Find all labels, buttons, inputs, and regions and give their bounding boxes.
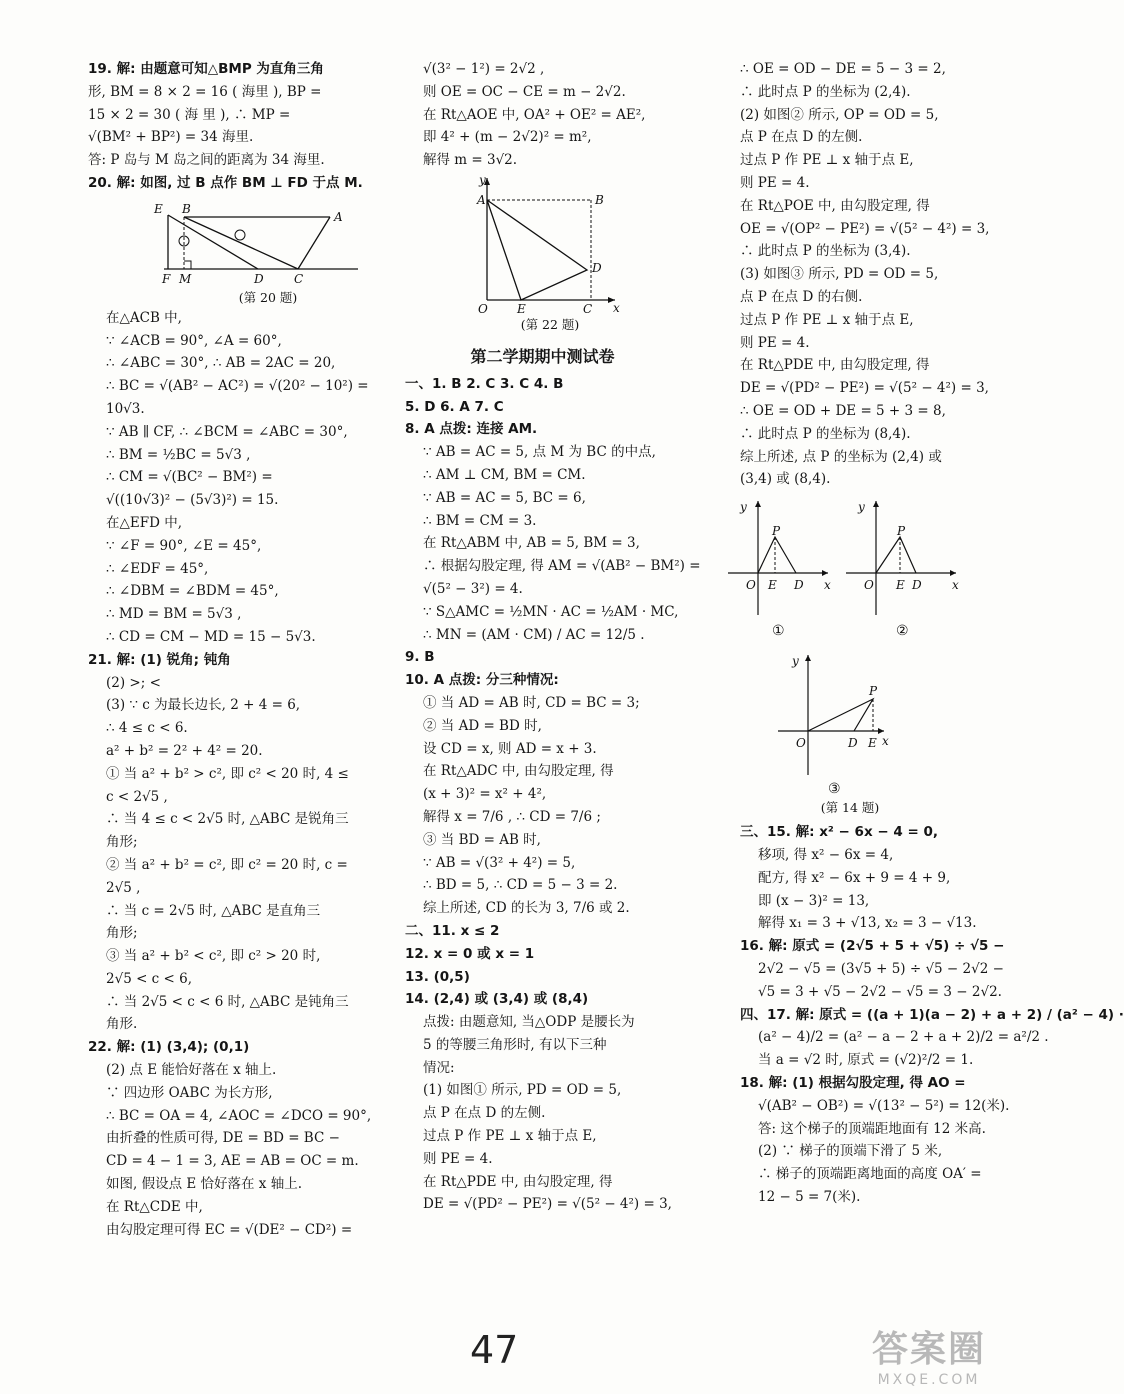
text-line: ③ 当 BD = AB 时, <box>423 831 541 848</box>
text-line: 由折叠的性质可得, DE = BD = BC − <box>106 1130 340 1147</box>
fig14-2-d: D <box>912 578 922 593</box>
text-line: ∴ ∠ABC = 30°, ∴ AB = 2AC = 20, <box>106 355 336 372</box>
text-line: ∴ ∠EDF = 45°, <box>106 560 209 577</box>
text-line: 20. 解: 如图, 过 B 点作 BM ⊥ FD 于点 M. <box>88 174 363 191</box>
text-line: 角形. <box>106 1016 138 1033</box>
text-line: CD = 4 − 1 = 3, AE = AB = OC = m. <box>106 1153 359 1170</box>
fig14-2-e: E <box>896 578 905 593</box>
text-line: ② 当 a² + b² = c², 即 c² = 20 时, c = <box>106 856 348 873</box>
answer-column-right <box>740 58 1124 1209</box>
text-line: 在 Rt△PDE 中, 由勾股定理, 得 <box>423 1173 613 1190</box>
figure-22-caption: (第 22 题) <box>520 316 580 332</box>
text-line: 18. 解: (1) 根据勾股定理, 得 AO = <box>740 1074 966 1091</box>
text-line: (3) ∵ c 为最长边长, 2 + 4 = 6, <box>106 697 301 714</box>
text-line: 点拨: 由题意知, 当△ODP 是腰长为 <box>423 1014 635 1031</box>
text-line: ∴ 4 ≤ c < 6. <box>106 720 188 737</box>
watermark-logo-text: 答案圈 <box>871 1329 986 1370</box>
text-line: 则 PE = 4. <box>740 174 810 191</box>
text-line: 点 P 在点 D 的左侧. <box>740 129 863 146</box>
text-line: ∴ 根据勾股定理, 得 AM = √(AB² − BM²) = <box>423 558 701 575</box>
fig22-label-4: O <box>478 301 488 316</box>
text-line: 在 Rt△CDE 中, <box>106 1198 203 1215</box>
text-line: 在△EFD 中, <box>106 514 183 531</box>
text-line: 解得 m = 3√2. <box>423 152 518 169</box>
text-line: 形, BM = 8 × 2 = 16 ( 海里 ), BP = <box>88 83 322 100</box>
text-line: (2) ∵ 梯子的顶端下滑了 5 米, <box>758 1143 943 1160</box>
text-line: 19. 解: 由题意可知△BMP 为直角三角 <box>88 61 324 77</box>
fig14-2-p: P <box>897 524 906 539</box>
text-line: ∴ BM = CM = 3. <box>423 512 537 529</box>
text-line: 综上所述, CD 的长为 3, 7/6 或 2. <box>423 900 630 917</box>
text-line: 如图, 假设点 E 恰好落在 x 轴上. <box>106 1176 303 1193</box>
text-line: ③ 当 a² + b² < c², 即 c² > 20 时, <box>106 948 321 965</box>
text-line: ∵ S△AMC = ½MN · AC = ½AM · MC, <box>423 603 679 620</box>
fig14-3-x: x <box>882 734 889 749</box>
text-line: 过点 P 作 PE ⊥ x 轴于点 E, <box>740 311 914 328</box>
figure-14-diagrams <box>728 495 968 815</box>
figure-20 <box>88 195 363 307</box>
text-line: 答: 这个梯子的顶端距地面有 12 米高. <box>758 1120 986 1137</box>
text-line: 5. D 6. A 7. C <box>405 398 504 415</box>
text-line: ∴ ∠DBM = ∠BDM = 45°, <box>106 583 279 600</box>
text-line: OE = √(OP² − PE²) = √(5² − 4²) = 3, <box>740 220 990 237</box>
fig22-label-6: C <box>583 301 593 316</box>
text-line: ∴ MN = (AM · CM) / AC = 12/5 . <box>423 626 645 643</box>
text-line: 即 (x − 3)² = 13, <box>758 892 870 909</box>
text-line: DE = √(PD² − PE²) = √(5² − 4²) = 3, <box>423 1196 672 1213</box>
text-line: 由勾股定理可得 EC = √(DE² − CD²) = <box>106 1221 353 1238</box>
figure-22 <box>405 172 680 340</box>
text-line: 角形; <box>106 925 138 942</box>
fig22-label-2: B <box>595 192 604 207</box>
text-line: 在 Rt△PDE 中, 由勾股定理, 得 <box>740 357 930 374</box>
text-line: 答: P 岛与 M 岛之间的距离为 34 海里. <box>88 152 325 169</box>
text-line: √(AB² − OB²) = √(13² − 5²) = 12(米). <box>758 1097 1010 1114</box>
text-line: ∴ 梯子的顶端距离地面的高度 OA′ = <box>758 1166 982 1183</box>
fig14-3-o: O <box>796 736 806 751</box>
text-line: 过点 P 作 PE ⊥ x 轴于点 E, <box>740 152 914 169</box>
fig20-label-1: B <box>182 201 191 216</box>
fig14-marker-3: ③ <box>828 781 841 798</box>
text-line: ∴ OE = OD − DE = 5 − 3 = 2, <box>740 61 946 77</box>
text-line: 则 OE = OC − CE = m − 2√2. <box>423 83 626 100</box>
text-line: (2) >; < <box>106 674 161 691</box>
text-line: ① 当 AD = AB 时, CD = BC = 3; <box>423 694 640 711</box>
text-line: (2) 点 E 能恰好落在 x 轴上. <box>106 1062 277 1079</box>
text-line: √(3² − 1²) = 2√2 , <box>423 61 545 77</box>
text-line: (x + 3)² = x² + 4², <box>423 786 547 803</box>
text-line: DE = √(PD² − PE²) = √(5² − 4²) = 3, <box>740 380 989 397</box>
text-line: 13. (0,5) <box>405 968 470 985</box>
text-line: 过点 P 作 PE ⊥ x 轴于点 E, <box>423 1128 597 1145</box>
text-line: 角形; <box>106 834 138 851</box>
figure-20-caption: (第 20 题) <box>238 289 298 305</box>
text-line: ① 当 a² + b² > c², 即 c² < 20 时, 4 ≤ <box>106 765 349 782</box>
fig22-label-3: D <box>592 260 602 275</box>
text-line: (1) 如图① 所示, PD = OD = 5, <box>423 1082 622 1099</box>
text-line: (3,4) 或 (8,4). <box>740 471 831 488</box>
fig14-3-p: P <box>869 684 878 699</box>
fig14-1-d: D <box>794 578 804 593</box>
text-line: 10√3. <box>106 400 145 417</box>
fig20-label-3: F <box>162 271 171 286</box>
text-line: 14. (2,4) 或 (3,4) 或 (8,4) <box>405 991 589 1008</box>
text-line: 21. 解: (1) 锐角; 钝角 <box>88 651 231 668</box>
text-line: 即 4² + (m − 2√2)² = m², <box>423 129 592 146</box>
text-line: ∵ 四边形 OABC 为长方形, <box>106 1084 273 1101</box>
text-line: 5 的等腰三角形时, 有以下三种 <box>423 1036 607 1053</box>
text-line: ② 当 AD = BD 时, <box>423 717 542 734</box>
text-line: 16. 解: 原式 = (2√5 + 5 + √5) ÷ √5 − <box>740 938 1005 955</box>
fig14-3-d: D <box>848 736 858 751</box>
fig14-2-y: y <box>858 500 865 515</box>
text-line: 8. A 点拨: 连接 AM. <box>405 421 538 438</box>
text-line: 二、11. x ≤ 2 <box>405 922 500 939</box>
fig14-3-e: E <box>868 736 877 751</box>
section-title: 第二学期期中测试卷 <box>470 346 615 366</box>
text-line: 当 a = √2 时, 原式 = (√2)²/2 = 1. <box>758 1052 974 1069</box>
fig20-label-6: C <box>294 271 304 286</box>
fig22-label-7: x <box>613 300 620 315</box>
text-line: 四、17. 解: 原式 = ((a + 1)(a − 2) + a + 2) / (a² − 4) · <box>740 1006 1124 1023</box>
text-line: 在 Rt△POE 中, 由勾股定理, 得 <box>740 197 930 214</box>
text-line: 在 Rt△ADC 中, 由勾股定理, 得 <box>423 763 614 780</box>
text-line: 情况: <box>423 1059 455 1076</box>
text-line: ∴ 此时点 P 的坐标为 (8,4). <box>740 425 911 442</box>
fig14-1-x: x <box>824 578 831 593</box>
text-line: ∵ ∠F = 90°, ∠E = 45°, <box>106 537 262 554</box>
text-line: 移项, 得 x² − 6x = 4, <box>758 846 894 863</box>
text-line: 解得 x₁ = 3 + √13, x₂ = 3 − √13. <box>758 915 977 932</box>
text-line: ∴ MD = BM = 5√3 , <box>106 606 242 623</box>
text-line: (a² − 4)/2 = (a² − a − 2 + a + 2)/2 = a²/2 . <box>758 1029 1049 1046</box>
fig20-label-5: D <box>254 271 264 286</box>
fig22-label-5: E <box>517 301 526 316</box>
text-line: √((10√3)² − (5√3)²) = 15. <box>106 492 279 509</box>
text-line: ∴ 当 2√5 < c < 6 时, △ABC 是钝角三 <box>106 993 349 1010</box>
fig20-label-4: M <box>179 271 192 286</box>
text-line: 点 P 在点 D 的左侧. <box>423 1105 546 1122</box>
text-line: ∵ AB = AC = 5, 点 M 为 BC 的中点, <box>423 444 656 461</box>
text-line: 在 Rt△AOE 中, OA² + OE² = AE², <box>423 106 646 123</box>
text-line: ∴ AM ⊥ CM, BM = CM. <box>423 466 586 483</box>
text-line: 12 − 5 = 7(米). <box>758 1188 861 1205</box>
text-line: ∴ BC = √(AB² − AC²) = √(20² − 10²) = <box>106 378 369 395</box>
fig14-2-x: x <box>952 578 959 593</box>
fig22-label-0: y <box>479 172 486 187</box>
text-line: ∵ AB = AC = 5, BC = 6, <box>423 489 586 506</box>
text-line: 配方, 得 x² − 6x + 9 = 4 + 9, <box>758 869 951 886</box>
text-line: √(5² − 3²) = 4. <box>423 580 523 597</box>
text-line: 9. B <box>405 649 435 666</box>
text-line: 15 × 2 = 30 ( 海 里 ), ∴ MP = <box>88 106 291 123</box>
fig14-marker-1: ① <box>772 623 785 640</box>
text-line: ∴ CD = CM − MD = 15 − 5√3. <box>106 628 316 645</box>
text-line: ∴ 此时点 P 的坐标为 (3,4). <box>740 243 911 260</box>
text-line: ∴ BM = ½BC = 5√3 , <box>106 446 251 463</box>
watermark <box>872 1321 986 1388</box>
text-line: √(BM² + BP²) = 34 海里. <box>88 129 254 146</box>
text-line: ∴ 当 c = 2√5 时, △ABC 是直角三 <box>106 902 321 919</box>
text-line: 一、1. B 2. C 3. C 4. B <box>405 375 564 392</box>
text-line: 解得 x = 7/6 , ∴ CD = 7/6 ; <box>423 808 601 825</box>
text-line: ∴ BC = OA = 4, ∠AOC = ∠DCO = 90°, <box>106 1107 372 1124</box>
figure-20-diagram <box>148 197 388 287</box>
text-line: 在 Rt△ABM 中, AB = 5, BM = 3, <box>423 535 640 552</box>
page-number: 47 <box>470 1328 519 1372</box>
text-line: (3) 如图③ 所示, PD = OD = 5, <box>740 266 939 283</box>
fig20-label-2: A <box>334 209 343 224</box>
text-line: ∴ 当 4 ≤ c < 2√5 时, △ABC 是锐角三 <box>106 811 349 828</box>
figure-22-diagram <box>465 172 635 314</box>
answer-column-left <box>88 58 372 1241</box>
fig14-2-o: O <box>864 578 874 593</box>
fig14-marker-2: ② <box>896 623 909 640</box>
text-line: 三、15. 解: x² − 6x − 4 = 0, <box>740 824 938 841</box>
fig14-1-y: y <box>740 500 747 515</box>
fig14-3-y: y <box>792 654 799 669</box>
watermark-site-text: MXQE.COM <box>877 1372 981 1388</box>
text-line: 2√5 , <box>106 879 141 896</box>
text-line: ∵ ∠ACB = 90°, ∠A = 60°, <box>106 332 282 349</box>
text-line: 2√5 < c < 6, <box>106 970 193 987</box>
text-line: 点 P 在点 D 的右侧. <box>740 288 863 305</box>
text-line: 综上所述, 点 P 的坐标为 (2,4) 或 <box>740 448 942 465</box>
figure-14-caption: (第 14 题) <box>820 800 880 816</box>
text-line: 12. x = 0 或 x = 1 <box>405 945 535 962</box>
text-line: ∴ 此时点 P 的坐标为 (2,4). <box>740 83 911 100</box>
text-line: ∵ AB ∥ CF, ∴ ∠BCM = ∠ABC = 30°, <box>106 423 348 440</box>
text-line: 则 PE = 4. <box>740 334 810 351</box>
text-line: ∴ CM = √(BC² − BM²) = <box>106 469 273 486</box>
text-line: 2√2 − √5 = (3√5 + 5) ÷ √5 − 2√2 − <box>758 960 1004 977</box>
text-line: 在△ACB 中, <box>106 309 182 326</box>
text-line: ∴ BD = 5, ∴ CD = 5 − 3 = 2. <box>423 877 618 894</box>
answer-column-middle <box>405 58 701 1216</box>
text-line: c < 2√5 , <box>106 788 168 805</box>
fig14-1-o: O <box>746 578 756 593</box>
text-line: 22. 解: (1) (3,4); (0,1) <box>88 1039 250 1056</box>
figure-14 <box>740 491 980 821</box>
text-line: ∵ AB = √(3² + 4²) = 5, <box>423 854 576 871</box>
fig14-1-e: E <box>768 578 777 593</box>
text-line: 设 CD = x, 则 AD = x + 3. <box>423 740 597 757</box>
text-line: (2) 如图② 所示, OP = OD = 5, <box>740 106 939 123</box>
text-line: ∴ OE = OD + DE = 5 + 3 = 8, <box>740 402 946 419</box>
fig20-label-0: E <box>154 201 163 216</box>
text-line: a² + b² = 2² + 4² = 20. <box>106 742 263 759</box>
fig22-label-1: A <box>477 192 486 207</box>
text-line: √5 = 3 + √5 − 2√2 − √5 = 3 − 2√2. <box>758 983 1002 1000</box>
text-line: 10. A 点拨: 分三种情况: <box>405 672 559 689</box>
text-line: 则 PE = 4. <box>423 1150 493 1167</box>
fig14-1-p: P <box>772 524 781 539</box>
